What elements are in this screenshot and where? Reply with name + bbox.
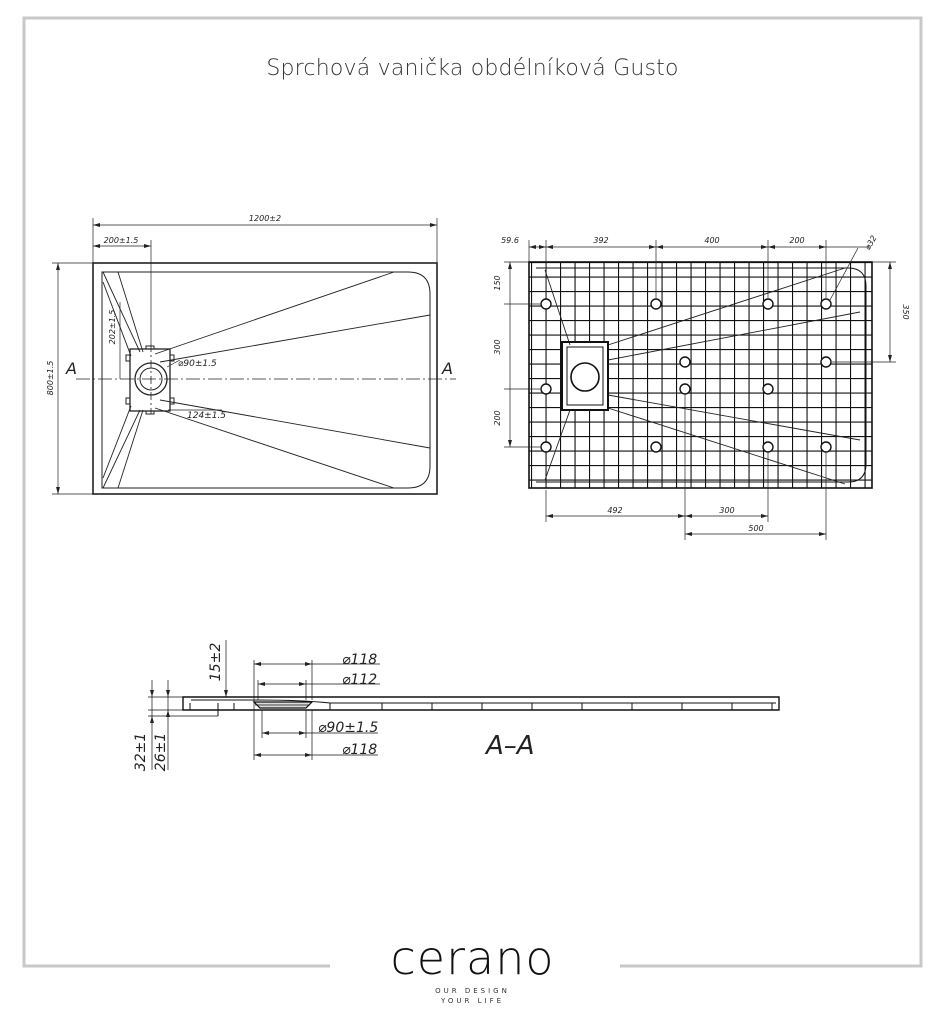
dim-d118-bottom: ⌀118 bbox=[342, 742, 378, 758]
brand-tagline-2: YOUR LIFE bbox=[440, 997, 505, 1005]
brand-name: cerano bbox=[390, 931, 555, 985]
section-mark-right: A bbox=[442, 359, 453, 378]
dim-bottom-500: 500 bbox=[748, 524, 764, 533]
dim-left-200: 200 bbox=[493, 410, 502, 426]
dim-left-300: 300 bbox=[493, 339, 502, 355]
dim-200: 200 bbox=[789, 236, 805, 245]
dim-d112: ⌀112 bbox=[342, 672, 378, 688]
dim-depth: 15±2 bbox=[208, 642, 224, 682]
dim-d90: ⌀90±1.5 bbox=[318, 720, 379, 736]
brand-tagline-1: OUR DESIGN bbox=[435, 987, 510, 995]
dim-400: 400 bbox=[704, 236, 720, 245]
dim-right-350: 350 bbox=[901, 304, 910, 320]
dim-drain-side: 202±1.5 bbox=[108, 309, 117, 345]
dim-height-32: 32±1 bbox=[133, 732, 149, 772]
dim-392: 392 bbox=[593, 236, 609, 245]
dim-edge: 59.6 bbox=[501, 236, 519, 245]
dim-drain-depth: 124±1.5 bbox=[187, 411, 227, 421]
dim-width: 1200±2 bbox=[248, 214, 282, 223]
page-title: Sprchová vanička obdélníková Gusto bbox=[266, 56, 679, 81]
dim-drain-diameter: ⌀90±1.5 bbox=[178, 359, 217, 369]
brand-logo bbox=[0, 930, 945, 1006]
dim-foot-diameter: ⌀32 bbox=[863, 234, 879, 252]
dim-d118-top: ⌀118 bbox=[342, 652, 378, 668]
dim-bottom-492: 492 bbox=[607, 506, 623, 515]
dim-height-26: 26±1 bbox=[153, 732, 169, 772]
dim-offset: 200±1.5 bbox=[103, 236, 139, 245]
dim-height: 800±1.5 bbox=[46, 360, 55, 396]
dim-left-150: 150 bbox=[493, 275, 502, 291]
dim-bottom-300: 300 bbox=[719, 506, 735, 515]
section-label: A–A bbox=[486, 731, 535, 761]
section-mark-left: A bbox=[66, 359, 77, 378]
